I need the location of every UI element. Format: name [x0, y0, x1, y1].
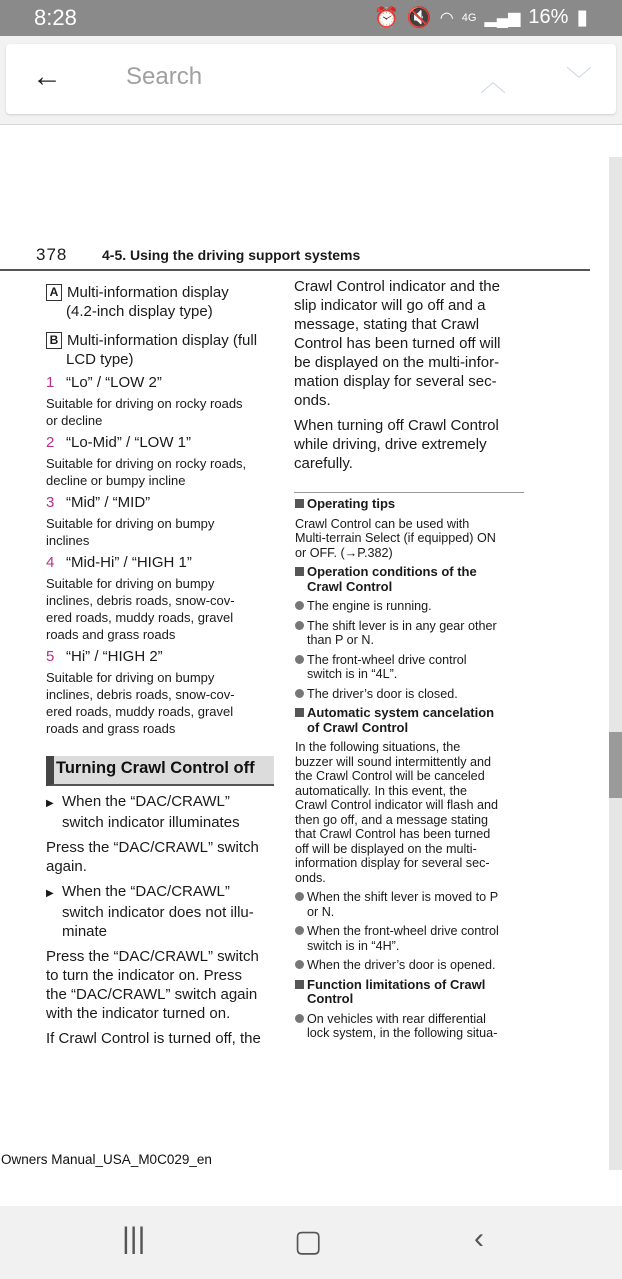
next-result-icon[interactable]: ﹀: [566, 65, 593, 95]
mode-number: 2: [46, 434, 55, 451]
square-bullet-icon: [295, 499, 304, 508]
cancel-item: When the driver’s door is opened.: [307, 958, 496, 972]
para-text: Press the “DAC/CRAWL” switch: [46, 839, 259, 856]
scrollbar-thumb[interactable]: [609, 732, 622, 798]
triangle-bullet-icon: ▶: [46, 798, 54, 809]
battery-level: 16%: [528, 6, 569, 28]
continued-text: [294, 277, 526, 473]
square-bullet-icon: [295, 708, 304, 717]
para-text: If Crawl Control is turned off, the: [46, 1030, 261, 1047]
conditions-heading: Crawl Control: [307, 578, 393, 594]
conditions-heading: Operation conditions of the: [307, 564, 477, 579]
text-line: onds.: [295, 870, 326, 885]
text-line: then go off, and a message stating: [295, 812, 489, 827]
mode-desc-line: Suitable for driving on bumpy: [46, 516, 215, 531]
page-number: 378: [36, 245, 68, 264]
step-text: switch indicator does not illu-: [62, 904, 254, 921]
mode-number: 3: [46, 494, 55, 511]
tips-block: [295, 497, 525, 1041]
text-line: automatically. In this event, the: [295, 783, 467, 798]
text-line: Multi-terrain Select (if equipped) ON: [295, 531, 496, 545]
divider: [294, 492, 524, 493]
para-text: the “DAC/CRAWL” switch again: [46, 986, 258, 1003]
mode-item: [46, 493, 278, 512]
mode-desc-line: Suitable for driving on rocky roads,: [46, 456, 247, 471]
mode-name: “Lo” / “LOW 2”: [66, 374, 162, 391]
cancel-heading: Automatic system cancelation: [307, 705, 495, 720]
text-line: information display for several sec-: [295, 856, 490, 870]
display-b: [46, 331, 276, 369]
label-box: B: [46, 332, 62, 349]
display-b-text: LCD type): [66, 351, 134, 368]
text-line: Crawl Control can be used with: [295, 516, 470, 531]
cancel-item: When the shift lever is moved to P: [307, 890, 499, 904]
text-line: Crawl Control indicator and the: [294, 278, 500, 295]
condition-item: The engine is running.: [307, 599, 432, 613]
section-title: 4-5. Using the driving support systems: [102, 247, 361, 263]
crawl-off-steps: [46, 792, 278, 1048]
home-icon[interactable]: ▢: [294, 1225, 323, 1258]
mode-desc-line: Suitable for driving on rocky roads: [46, 396, 243, 411]
mode-desc-line: ered roads, muddy roads, gravel: [46, 610, 234, 625]
bullet-dot-icon: [295, 655, 304, 664]
recent-apps-icon[interactable]: |||: [122, 1222, 146, 1255]
alarm-icon: ⏰: [373, 7, 399, 29]
mode-desc-line: inclines: [46, 533, 90, 548]
mode-number: 4: [46, 554, 55, 571]
mode-item: [46, 373, 278, 392]
condition-item: switch is in “4L”.: [307, 667, 398, 681]
mode-description: [46, 395, 278, 429]
navigation-bar: [0, 1206, 622, 1279]
condition-item: The front-wheel drive control: [307, 652, 467, 667]
mode-description: [46, 669, 278, 737]
mode-desc-line: ered roads, muddy roads, gravel: [46, 704, 234, 719]
section-heading: [46, 756, 274, 786]
mode-name: “Mid” / “MID”: [66, 494, 151, 511]
text-line: while driving, drive extremely: [294, 436, 487, 453]
step-text: minate: [62, 923, 108, 940]
mode-item: [46, 553, 278, 572]
mode-desc-line: Suitable for driving on bumpy: [46, 576, 215, 591]
header-rule: [0, 269, 590, 271]
cancel-heading: of Crawl Control: [307, 719, 409, 735]
para-text: with the indicator turned on.: [46, 1005, 231, 1022]
search-bar: [6, 44, 616, 114]
text-line: Crawl Control indicator will flash and: [295, 798, 498, 812]
text-line: onds.: [294, 392, 331, 409]
para-text: Press the “DAC/CRAWL” switch: [46, 948, 259, 965]
back-icon[interactable]: ‹: [474, 1222, 484, 1255]
text-line: mation display for several sec-: [294, 373, 497, 390]
text-line: off will be displayed on the multi-: [295, 841, 477, 856]
bullet-dot-icon: [295, 1014, 304, 1023]
text-line: carefully.: [294, 455, 353, 472]
text-line: the Crawl Control will be canceled: [295, 769, 485, 783]
para-text: again.: [46, 858, 87, 875]
square-bullet-icon: [295, 980, 304, 989]
mode-number: 5: [46, 648, 55, 665]
divider: [0, 124, 622, 125]
mode-desc-line: roads and grass roads: [46, 721, 176, 736]
text-line: or OFF. (→P.382): [295, 545, 393, 560]
condition-item: than P or N.: [307, 633, 374, 647]
tips-heading: Operating tips: [307, 496, 396, 511]
mode-name: “Hi” / “HIGH 2”: [66, 648, 163, 665]
mute-icon: 🔇: [406, 7, 432, 29]
text-line: When turning off Crawl Control: [294, 417, 499, 434]
mode-desc-line: or decline: [46, 413, 103, 428]
mode-list: [46, 373, 278, 737]
text-line: buzzer will sound intermittently and: [295, 754, 491, 769]
limitations-heading: Control: [307, 991, 354, 1006]
mode-number: 1: [46, 374, 55, 391]
status-time: 8:28: [34, 5, 77, 30]
limitation-item: On vehicles with rear differential: [307, 1011, 486, 1026]
mode-desc-line: inclines, debris roads, snow-cov-: [46, 593, 235, 608]
wifi-icon: ◠: [439, 9, 454, 27]
step-text: When the “DAC/CRAWL”: [62, 793, 230, 810]
battery-icon: ▮: [576, 6, 588, 29]
mode-name: “Mid-Hi” / “HIGH 1”: [66, 554, 192, 571]
mode-item: [46, 433, 278, 452]
mode-desc-line: roads and grass roads: [46, 627, 176, 642]
square-bullet-icon: [295, 567, 304, 576]
text-line: Control has been turned off will: [294, 335, 501, 352]
para-text: to turn the indicator on. Press: [46, 967, 242, 984]
network-type: 4G: [461, 11, 477, 24]
cancel-item: When the front-wheel drive control: [307, 924, 499, 938]
display-a: [46, 283, 276, 321]
label-box: A: [46, 284, 62, 301]
mode-description: [46, 455, 278, 489]
triangle-bullet-icon: ▶: [46, 888, 54, 899]
condition-item: The driver’s door is closed.: [307, 686, 458, 701]
page-footer: Owners Manual_USA_M0C029_en: [1, 1152, 212, 1167]
limitations-heading: Function limitations of Crawl: [307, 976, 486, 992]
mode-description: [46, 515, 278, 549]
mode-name: “Lo-Mid” / “LOW 1”: [66, 434, 192, 451]
text-line: slip indicator will go off and a: [294, 297, 486, 314]
display-b-text: Multi-information display (full: [67, 332, 258, 349]
bullet-dot-icon: [295, 621, 304, 630]
step-text: When the “DAC/CRAWL”: [62, 883, 230, 900]
text-line: that Crawl Control has been turned: [295, 827, 491, 841]
mode-item: [46, 647, 278, 666]
signal-icon: ▂▄▆: [484, 9, 521, 27]
bullet-dot-icon: [295, 960, 304, 969]
bullet-dot-icon: [295, 926, 304, 935]
step-text: switch indicator illuminates: [62, 814, 240, 831]
condition-item: The shift lever is in any gear other: [307, 618, 497, 633]
cancel-item: or N.: [307, 904, 335, 919]
display-a-text: (4.2-inch display type): [66, 303, 213, 320]
text-line: be displayed on the multi-infor-: [294, 354, 500, 371]
text-line: In the following situations, the: [295, 740, 461, 754]
back-arrow-icon[interactable]: ←: [32, 60, 62, 93]
limitation-item: lock system, in the following situa-: [307, 1026, 498, 1040]
text-line: message, stating that Crawl: [294, 316, 480, 333]
cancel-item: switch is in “4H”.: [307, 938, 400, 953]
bullet-dot-icon: [295, 892, 304, 901]
mode-desc-line: inclines, debris roads, snow-cov-: [46, 687, 235, 702]
search-input[interactable]: [124, 62, 428, 92]
display-a-text: Multi-information display: [67, 284, 229, 301]
previous-result-icon[interactable]: ︿: [480, 67, 507, 97]
mode-description: [46, 575, 278, 643]
status-bar: [0, 0, 622, 36]
scrollbar-track[interactable]: [609, 157, 622, 1170]
heading-text: Turning Crawl Control off: [56, 759, 255, 777]
mode-desc-line: Suitable for driving on bumpy: [46, 670, 215, 685]
mode-desc-line: decline or bumpy incline: [46, 473, 186, 488]
bullet-dot-icon: [295, 689, 304, 698]
bullet-dot-icon: [295, 601, 304, 610]
